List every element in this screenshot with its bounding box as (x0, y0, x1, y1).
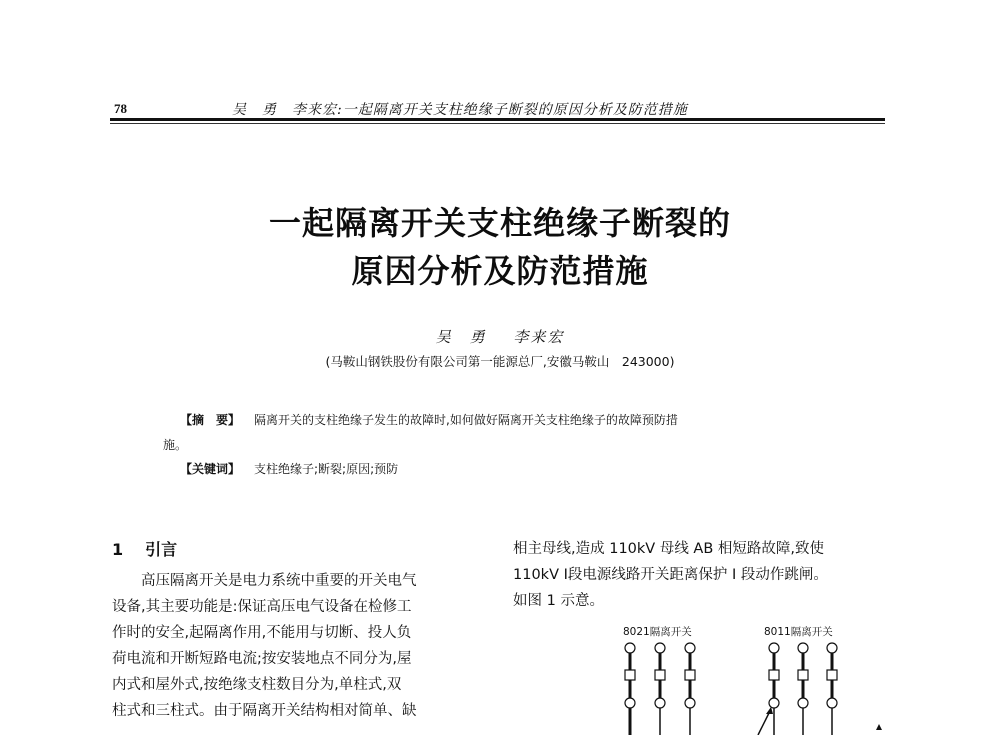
section-heading (112, 537, 177, 560)
abstract-text-1: 隔离开关的支柱绝缘子发生的故障时,如何做好隔离开关支柱绝缘子的故障预防措 (254, 413, 678, 427)
author-1: 吴 勇 (435, 328, 487, 346)
section-title: 引言 (145, 540, 178, 559)
pole (685, 643, 695, 735)
paper-title-line-2: 原因分析及防范措施 (351, 252, 649, 290)
switch-group-8021 (625, 643, 695, 735)
affiliation: (马鞍山钢铁股份有限公司第一能源总厂,安徽马鞍山 243000) (325, 354, 675, 369)
body-line: 内式和屋外式,按绝缘支柱数目分为,单柱式,双 (112, 677, 402, 693)
body-line: 如图 1 示意。 (513, 593, 604, 609)
right-column-body (513, 536, 893, 614)
pole (655, 643, 665, 735)
running-title: 吴 勇 李来宏:一起隔离开关支柱绝缘子断裂的原因分析及防范措施 (232, 102, 688, 118)
figure-label-8011: 8011隔离开关 (764, 626, 833, 638)
header-rule-thin (110, 123, 885, 124)
section-number: 1 (112, 540, 124, 559)
pole (769, 643, 779, 735)
paper-title-line-1: 一起隔离开关支柱绝缘子断裂的 (268, 204, 731, 242)
keywords (180, 460, 398, 477)
authors (0, 326, 1000, 347)
figure-label-8021: 8021隔离开关 (623, 626, 692, 638)
body-line: 相主母线,造成 110kV 母线 AB 相短路故障,致使 (513, 541, 825, 557)
keywords-text: 支柱绝缘子;断裂;原因;预防 (254, 462, 399, 476)
abstract-text-2: 施。 (163, 438, 188, 452)
pole (798, 643, 808, 735)
body-line: 高压隔离开关是电力系统中重要的开关电气 (141, 573, 417, 589)
body-line: 荷电流和开断短路电流;按安装地点不同分为,屋 (112, 651, 412, 667)
author-2: 李来宏 (513, 328, 565, 346)
pole (827, 643, 837, 735)
body-line: 柱式和三柱式。由于隔离开关结构相对简单、缺 (112, 703, 417, 719)
body-line: 作时的安全,起隔离作用,不能用与切断、投人负 (112, 625, 412, 641)
pole (625, 643, 635, 735)
switch-diagram (600, 640, 900, 735)
keywords-label: 【关键词】 (180, 462, 241, 476)
switch-group-8011 (758, 643, 882, 735)
abstract (180, 411, 678, 428)
header-rule (110, 118, 885, 121)
page-number: 78 (114, 101, 127, 116)
left-column-body (112, 568, 482, 724)
abstract-label: 【摘 要】 (180, 413, 241, 427)
body-line: 110kV Ⅰ段电源线路开关距离保护 I 段动作跳闸。 (513, 567, 828, 583)
mark-icon (876, 724, 882, 730)
body-line: 设备,其主要功能是:保证高压电气设备在检修工 (112, 599, 412, 615)
